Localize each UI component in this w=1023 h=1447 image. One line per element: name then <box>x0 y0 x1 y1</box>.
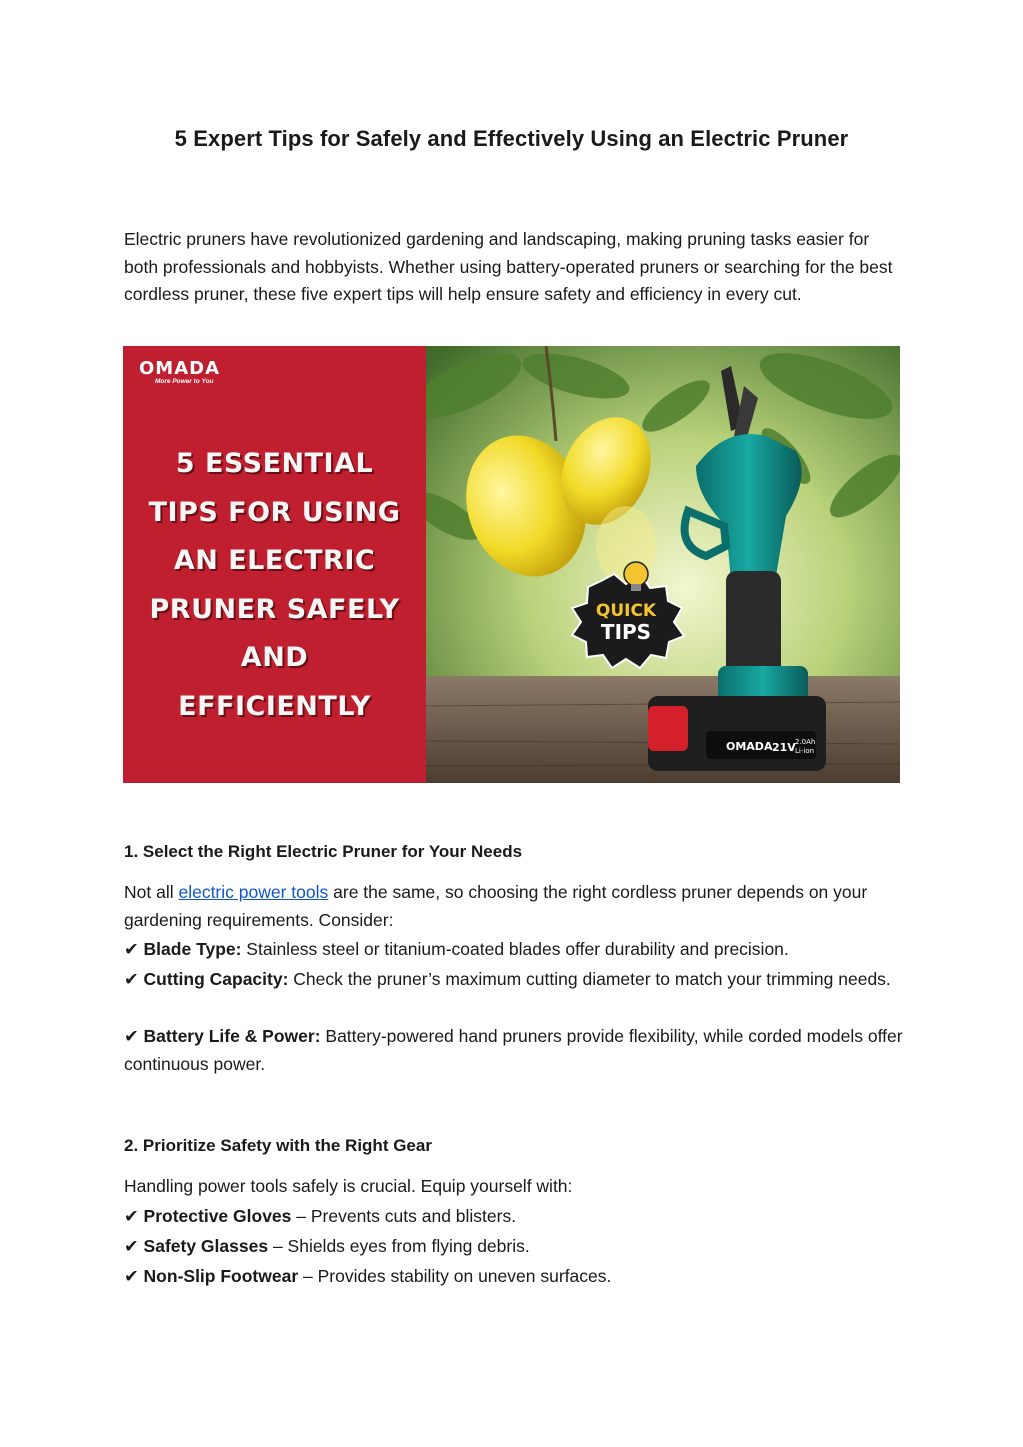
page-title: 5 Expert Tips for Safely and Effectively Using an Electric Pruner <box>174 126 849 151</box>
battery-capacity-label: 2.0Ah <box>795 738 816 746</box>
section2-intro: Handling power tools safely is crucial. Equip yourself with: <box>124 1176 573 1196</box>
check-icon: ✔ <box>124 939 139 959</box>
check-icon: ✔ <box>124 969 139 989</box>
brand-name: OMADA <box>139 358 221 379</box>
checklist-text: Check the pruner’s maximum cutting diameter to match your trimming needs. <box>288 969 891 989</box>
electric-power-tools-link[interactable]: electric power tools <box>178 882 329 902</box>
check-icon: ✔ <box>124 1266 139 1286</box>
checklist-text: – Provides stability on uneven surfaces. <box>298 1266 612 1286</box>
checklist-item <box>124 1203 904 1231</box>
section1-intro <box>124 879 904 934</box>
battery-type-label: Li-ion <box>795 747 815 755</box>
badge-quick-label: QUICK <box>595 601 657 621</box>
section1-text-before-link: Not all <box>124 882 179 902</box>
checklist-label: Non-Slip Footwear <box>143 1266 299 1286</box>
headline-line: TIPS FOR USING <box>148 496 401 528</box>
battery-voltage-label: 21V <box>772 741 796 754</box>
checklist-label: Battery Life & Power: <box>143 1026 321 1046</box>
checklist-item <box>124 1263 904 1291</box>
checklist-item <box>124 936 904 964</box>
banner-headline <box>123 440 426 731</box>
headline-line: EFFICIENTLY <box>178 690 371 722</box>
checklist-label: Blade Type: <box>143 939 242 959</box>
checklist-item <box>124 1233 904 1261</box>
check-icon: ✔ <box>124 1206 139 1226</box>
lightbulb-icon <box>624 562 648 586</box>
checklist-text: – Prevents cuts and blisters. <box>291 1206 517 1226</box>
badge-tips-label: TIPS <box>600 620 652 644</box>
banner-photo <box>426 346 900 783</box>
checklist-item <box>124 966 904 994</box>
section1-text-after-link: are the same, so choosing the right cordless pruner depends on your gardening requirements. Consider: <box>124 882 868 930</box>
brand-logo <box>139 358 220 385</box>
checklist-text: Battery-powered hand pruners provide flexibility, while corded models offer continuous power. <box>124 1026 903 1074</box>
brand-tagline: More Power to You <box>155 378 214 385</box>
check-icon: ✔ <box>124 1026 139 1046</box>
section-heading-1: 1. Select the Right Electric Pruner for Your Needs <box>124 842 523 861</box>
battery-brand-label: OMADA <box>726 740 773 753</box>
headline-line: AND <box>240 642 309 673</box>
checklist-label: Safety Glasses <box>143 1236 269 1256</box>
hero-banner-image <box>123 346 900 783</box>
checklist-label: Protective Gloves <box>143 1206 292 1226</box>
check-icon: ✔ <box>124 1236 139 1256</box>
intro-paragraph: Electric pruners have revolutionized gardening and landscaping, making pruning tasks easier for both professionals and hobbyists. Whether using battery-operated pruners or searching for the best cordless pruner, these five expert tips will help ensure safety and efficiency in every cut. <box>124 229 893 304</box>
banner-red-panel <box>123 346 426 783</box>
pruner-photo-illustration <box>426 346 900 783</box>
checklist-item <box>124 1023 904 1078</box>
checklist-text: Stainless steel or titanium-coated blades offer durability and precision. <box>241 939 789 959</box>
headline-line: AN ELECTRIC <box>173 545 376 576</box>
checklist-label: Cutting Capacity: <box>143 969 289 989</box>
checklist-text: – Shields eyes from flying debris. <box>268 1236 530 1256</box>
headline-line: PRUNER SAFELY <box>149 593 400 625</box>
section-heading-2: 2. Prioritize Safety with the Right Gear <box>124 1136 432 1155</box>
headline-line: 5 ESSENTIAL <box>175 448 374 479</box>
